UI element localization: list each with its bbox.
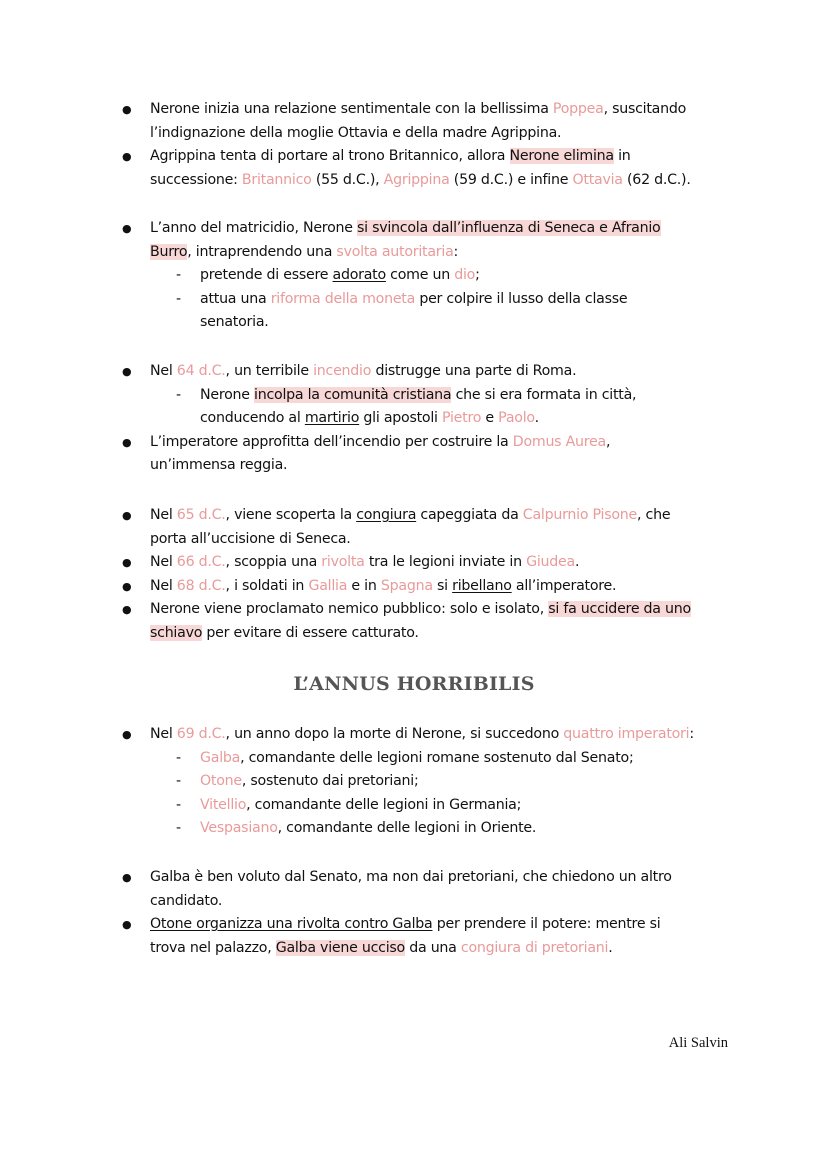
dash-icon: - bbox=[176, 267, 181, 283]
bullet-continuation: schiavo per evitare di essere catturato. bbox=[150, 624, 419, 641]
bullet-item: ● Nel 69 d.C., un anno dopo la morte di Nerone, si succedono quattro imperatori: bbox=[120, 723, 730, 747]
bullet-item: ● Nel 64 d.C., un terribile incendio distrugge una parte di Roma. bbox=[120, 360, 730, 384]
author-signature: Ali Salvin bbox=[668, 1035, 728, 1051]
bullet-icon: ● bbox=[122, 871, 132, 884]
bullet-icon: ● bbox=[122, 556, 132, 569]
bullet-continuation: trova nel palazzo, Galba viene ucciso da una congiura di pretoriani. bbox=[150, 939, 613, 956]
dash-icon: - bbox=[176, 796, 181, 813]
dash-item: - Galba, comandante delle legioni romane sostenuto dal Senato; bbox=[120, 747, 730, 771]
section-heading: L’ANNUS HORRIBILIS bbox=[293, 673, 535, 695]
dash-item: - attua una riforma della moneta per colpire il lusso della classe bbox=[120, 288, 730, 312]
bullet-continuation: porta all’uccisione di Seneca. bbox=[150, 530, 351, 547]
bullet-item: ● Nel 68 d.C., i soldati in Gallia e in Spagna si ribellano all’imperatore. bbox=[120, 575, 730, 599]
dash-icon: - bbox=[176, 749, 181, 766]
section-matricide bbox=[120, 217, 730, 335]
bullet-icon: ● bbox=[122, 103, 132, 116]
dash-icon: - bbox=[176, 773, 181, 789]
bullet-continuation: un’immensa reggia. bbox=[150, 457, 288, 473]
bullet-icon: ● bbox=[122, 728, 132, 741]
dash-item: - Otone, sostenuto dai pretoriani; bbox=[120, 770, 730, 794]
bullet-item: ● Nerone inizia una relazione sentimentale con la bellissima Poppea, suscitando bbox=[120, 98, 730, 122]
bullet-item: ● Nel 66 d.C., scoppia una rivolta tra le legioni inviate in Giudea. bbox=[120, 551, 730, 575]
dash-item: - pretende di essere adorato come un dio; bbox=[120, 264, 730, 288]
dash-item: - Nerone incolpa la comunità cristiana che si era formata in città, bbox=[120, 384, 730, 408]
bullet-item: ● L’anno del matricidio, Nerone si svincola dall’influenza di Seneca e Afranio bbox=[120, 217, 730, 241]
bullet-item: ● Agrippina tenta di portare al trono Britannico, allora Nerone elimina in bbox=[120, 145, 730, 169]
dash-item: - Vespasiano, comandante delle legioni in Oriente. bbox=[120, 817, 730, 841]
section-nerone-family bbox=[120, 98, 730, 192]
bullet-icon: ● bbox=[122, 603, 132, 616]
bullet-item: ● L’imperatore approfitta dell’incendio per costruire la Domus Aurea, bbox=[120, 431, 730, 455]
bullet-icon: ● bbox=[122, 222, 132, 235]
section-fire bbox=[120, 360, 730, 478]
dash-item: - Vitellio, comandante delle legioni in Germania; bbox=[120, 794, 730, 818]
bullet-continuation: l’indignazione della moglie Ottavia e della madre Agrippina. bbox=[150, 124, 562, 141]
bullet-icon: ● bbox=[122, 918, 132, 931]
dash-continuation: senatoria. bbox=[200, 314, 269, 330]
bullet-icon: ● bbox=[122, 435, 132, 449]
bullet-icon: ● bbox=[122, 150, 132, 163]
bullet-icon: ● bbox=[122, 509, 132, 522]
bullet-item: ● Galba è ben voluto dal Senato, ma non dai pretoriani, che chiedono un altro bbox=[120, 866, 730, 890]
dash-icon: - bbox=[176, 386, 181, 403]
bullet-continuation: candidato. bbox=[150, 892, 223, 909]
section-galba-otone bbox=[120, 866, 730, 960]
bullet-continuation: Burro, intraprendendo una svolta autoritaria: bbox=[150, 243, 459, 260]
bullet-item: ● Nel 65 d.C., viene scoperta la congiura capeggiata da Calpurnio Pisone, che bbox=[120, 504, 730, 528]
bullet-item: ● Nerone viene proclamato nemico pubblico: solo e isolato, si fa uccidere da uno bbox=[120, 598, 730, 622]
dash-icon: - bbox=[176, 290, 181, 307]
section-four-emperors bbox=[120, 723, 730, 841]
bullet-icon: ● bbox=[122, 579, 132, 593]
dash-icon: - bbox=[176, 820, 181, 836]
dash-continuation: conducendo al martirio gli apostoli Pietro e Paolo. bbox=[200, 410, 539, 426]
bullet-icon: ● bbox=[122, 365, 132, 378]
bullet-item: ● Otone organizza una rivolta contro Galba per prendere il potere: mentre si bbox=[120, 913, 730, 937]
bullet-continuation: successione: Britannico (55 d.C.), Agrippina (59 d.C.) e infine Ottavia (62 d.C.). bbox=[150, 171, 691, 188]
section-revolts bbox=[120, 504, 730, 645]
